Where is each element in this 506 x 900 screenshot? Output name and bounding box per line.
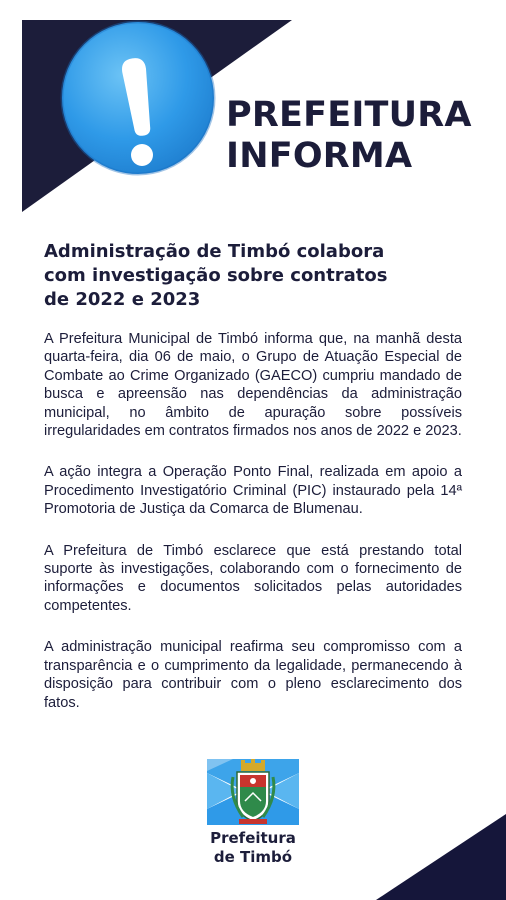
article-paragraph-3: A Prefeitura de Timbó esclarece que está prestando total suporte às investigações, colaborando com o fornecimento de informações e documentos solicitados pelas autoridades competentes.: [44, 542, 462, 614]
headline-line-1: Administração de Timbó colabora: [44, 241, 385, 262]
article-paragraph-2: A ação integra a Operação Ponto Final, realizada em apoio a Procedimento Investigatório Criminal (PIC) instaurado pela 14ª Promotoria de Justiça da Comarca de Blumenau.: [44, 464, 462, 518]
article-paragraph-4: A administração municipal reafirma seu compromisso com a transparência e o cumprimento da legalidade, permanecendo à disposição para contribuir com o pleno esclarecimento dos fatos.: [44, 639, 462, 711]
article-body: [44, 330, 462, 735]
article-headline: [44, 240, 464, 312]
logo-line-1: Prefeitura: [210, 829, 296, 847]
logo-line-2: de Timbó: [213, 848, 293, 866]
header-title-line-1: PREFEITURA: [226, 95, 472, 135]
headline-line-3: de 2022 e 2023: [44, 289, 201, 310]
logo-wordmark: [180, 829, 326, 867]
header-title-line-2: INFORMA: [226, 136, 413, 176]
header-title: [226, 95, 472, 177]
article-paragraph-1: A Prefeitura Municipal de Timbó informa que, na manhã desta quarta-feira, dia 06 de maio, o Grupo de Atuação Especial de Combate ao Crime Organizado (GAECO) cumpriu mandado de busca e apreensão nas dependências da administração municipal, no âmbito de apuração sobre possíveis irregularidades em contratos firmados nos anos de 2022 e 2023.: [44, 331, 462, 440]
headline-line-2: com investigação sobre contratos: [44, 265, 388, 286]
exclamation-alert-icon: [58, 18, 218, 178]
timbo-coat-of-arms-logo: [203, 757, 303, 827]
footer-background-shape: [376, 814, 506, 900]
